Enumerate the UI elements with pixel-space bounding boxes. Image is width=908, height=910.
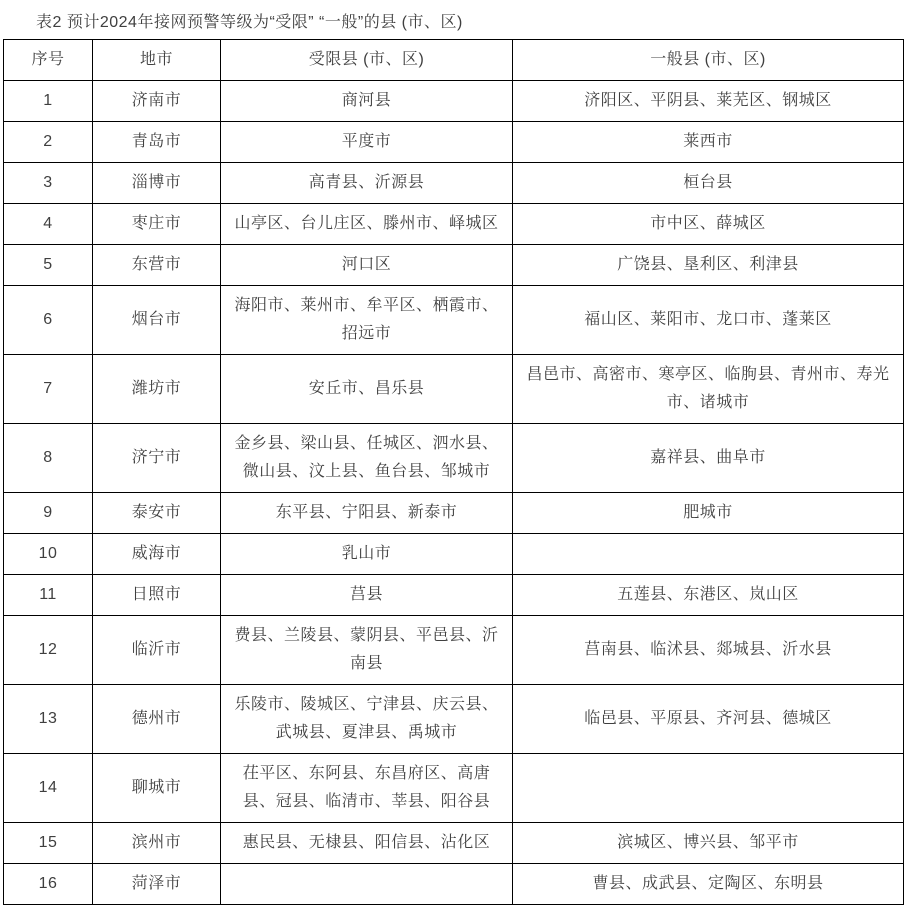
cell-city: 济南市 <box>93 81 221 122</box>
cell-restricted: 莒县 <box>221 575 513 616</box>
cell-restricted <box>221 864 513 905</box>
table-row <box>4 355 904 424</box>
cell-no: 10 <box>4 534 93 575</box>
table-row <box>4 286 904 355</box>
cell-city: 菏泽市 <box>93 864 221 905</box>
cell-no: 3 <box>4 163 93 204</box>
cell-restricted: 茌平区、东阿县、东昌府区、高唐县、冠县、临清市、莘县、阳谷县 <box>221 754 513 823</box>
table-row <box>4 204 904 245</box>
cell-restricted: 费县、兰陵县、蒙阴县、平邑县、沂南县 <box>221 616 513 685</box>
cell-general: 桓台县 <box>513 163 904 204</box>
header-general: 一般县 (市、区) <box>513 40 904 81</box>
cell-no: 5 <box>4 245 93 286</box>
warning-level-table <box>3 39 904 905</box>
cell-general: 曹县、成武县、定陶区、东明县 <box>513 864 904 905</box>
cell-no: 9 <box>4 493 93 534</box>
cell-city: 德州市 <box>93 685 221 754</box>
cell-city: 泰安市 <box>93 493 221 534</box>
header-no: 序号 <box>4 40 93 81</box>
cell-general: 五莲县、东港区、岚山区 <box>513 575 904 616</box>
header-city: 地市 <box>93 40 221 81</box>
table-row <box>4 493 904 534</box>
table-row <box>4 685 904 754</box>
cell-general: 广饶县、垦利区、利津县 <box>513 245 904 286</box>
cell-city: 枣庄市 <box>93 204 221 245</box>
cell-general: 莱西市 <box>513 122 904 163</box>
cell-restricted: 金乡县、梁山县、任城区、泗水县、微山县、汶上县、鱼台县、邹城市 <box>221 424 513 493</box>
cell-no: 14 <box>4 754 93 823</box>
table-row <box>4 823 904 864</box>
cell-restricted: 山亭区、台儿庄区、滕州市、峄城区 <box>221 204 513 245</box>
cell-no: 1 <box>4 81 93 122</box>
table-row <box>4 163 904 204</box>
cell-restricted: 高青县、沂源县 <box>221 163 513 204</box>
cell-general: 肥城市 <box>513 493 904 534</box>
cell-city: 青岛市 <box>93 122 221 163</box>
cell-restricted: 乐陵市、陵城区、宁津县、庆云县、武城县、夏津县、禹城市 <box>221 685 513 754</box>
cell-general: 济阳区、平阴县、莱芜区、钢城区 <box>513 81 904 122</box>
cell-general: 福山区、莱阳市、龙口市、蓬莱区 <box>513 286 904 355</box>
cell-city: 临沂市 <box>93 616 221 685</box>
cell-restricted: 乳山市 <box>221 534 513 575</box>
cell-no: 6 <box>4 286 93 355</box>
table-row <box>4 534 904 575</box>
cell-no: 2 <box>4 122 93 163</box>
cell-city: 烟台市 <box>93 286 221 355</box>
cell-no: 8 <box>4 424 93 493</box>
cell-city: 威海市 <box>93 534 221 575</box>
cell-city: 淄博市 <box>93 163 221 204</box>
cell-general <box>513 754 904 823</box>
cell-no: 13 <box>4 685 93 754</box>
cell-general: 临邑县、平原县、齐河县、德城区 <box>513 685 904 754</box>
cell-no: 16 <box>4 864 93 905</box>
cell-restricted: 海阳市、莱州市、牟平区、栖霞市、招远市 <box>221 286 513 355</box>
table-row <box>4 575 904 616</box>
table-row <box>4 122 904 163</box>
cell-restricted: 惠民县、无棣县、阳信县、沾化区 <box>221 823 513 864</box>
cell-city: 日照市 <box>93 575 221 616</box>
cell-restricted: 平度市 <box>221 122 513 163</box>
cell-city: 滨州市 <box>93 823 221 864</box>
cell-no: 7 <box>4 355 93 424</box>
cell-restricted: 河口区 <box>221 245 513 286</box>
table-row <box>4 616 904 685</box>
table-row <box>4 81 904 122</box>
cell-city: 济宁市 <box>93 424 221 493</box>
header-row <box>4 40 904 81</box>
cell-no: 4 <box>4 204 93 245</box>
cell-general <box>513 534 904 575</box>
cell-general: 市中区、薛城区 <box>513 204 904 245</box>
table-row <box>4 424 904 493</box>
header-restricted: 受限县 (市、区) <box>221 40 513 81</box>
cell-general: 莒南县、临沭县、郯城县、沂水县 <box>513 616 904 685</box>
table-row <box>4 864 904 905</box>
cell-city: 东营市 <box>93 245 221 286</box>
cell-restricted: 东平县、宁阳县、新泰市 <box>221 493 513 534</box>
cell-general: 嘉祥县、曲阜市 <box>513 424 904 493</box>
cell-no: 12 <box>4 616 93 685</box>
table-title: 表2 预计2024年接网预警等级为“受限” “一般”的县 (市、区) <box>36 14 463 31</box>
cell-no: 11 <box>4 575 93 616</box>
cell-restricted: 商河县 <box>221 81 513 122</box>
cell-restricted: 安丘市、昌乐县 <box>221 355 513 424</box>
table-row <box>4 245 904 286</box>
cell-general: 昌邑市、高密市、寒亭区、临朐县、青州市、寿光市、诸城市 <box>513 355 904 424</box>
cell-city: 聊城市 <box>93 754 221 823</box>
cell-city: 潍坊市 <box>93 355 221 424</box>
cell-no: 15 <box>4 823 93 864</box>
cell-general: 滨城区、博兴县、邹平市 <box>513 823 904 864</box>
table-row <box>4 754 904 823</box>
